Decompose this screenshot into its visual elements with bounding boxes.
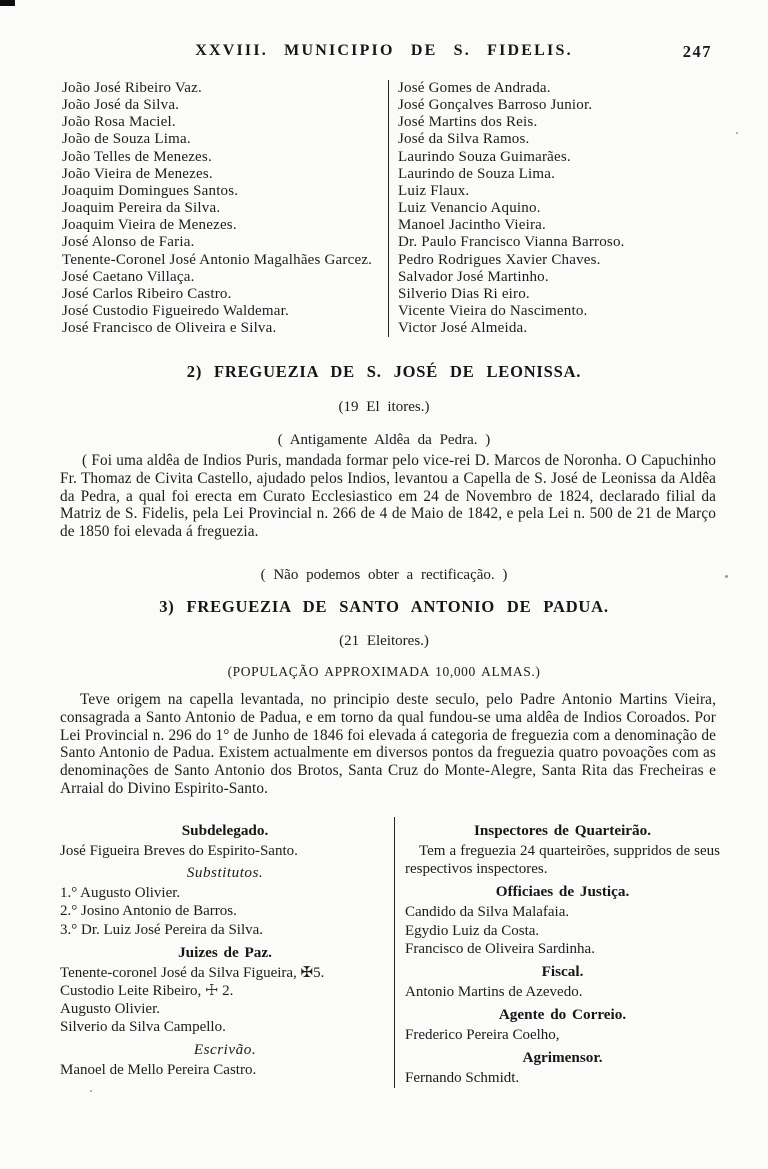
voter-name-list <box>62 80 720 337</box>
section-heading-padua: 3) FREGUEZIA DE SANTO ANTONIO DE PADUA. <box>159 597 609 616</box>
voter-name: João José Ribeiro Vaz. <box>62 80 202 96</box>
voter-name: Dr. Paulo Francisco Vianna Barroso. <box>398 234 625 251</box>
voter-name: José Alonso de Faria. <box>62 234 195 251</box>
official-name: Fernando Schmidt. <box>405 1070 520 1087</box>
voter-name: Laurindo de Souza Lima. <box>398 165 556 182</box>
page-number: 247 <box>682 42 712 61</box>
voter-name: José Gonçalves Barroso Junior. <box>398 97 593 114</box>
official-name: José Figueira Breves do Espirito-Santo. <box>60 843 298 859</box>
scan-speck <box>90 1090 92 1092</box>
electors-count: (21 Eleitores.) <box>339 633 429 649</box>
rectification-note: ( Não podemos obter a rectificação. ) <box>260 567 508 583</box>
official-section-heading: Agente do Correio. <box>498 1006 627 1024</box>
voter-column-right <box>388 80 720 337</box>
voter-name: José Gomes de Andrada. <box>398 80 551 96</box>
official-section-heading: Substitutos. <box>186 864 264 882</box>
voter-name: José Caetano Villaça. <box>62 268 195 285</box>
official-section-heading: Escrivão. <box>193 1040 257 1058</box>
official-name: 1.° Augusto Olivier. <box>60 885 181 902</box>
voter-name: Joaquim Domingues Santos. <box>62 182 239 199</box>
voter-name: Luiz Venancio Aquino. <box>398 200 541 217</box>
voter-name: José Custodio Figueiredo Waldemar. <box>62 303 289 320</box>
section-subtitle: ( Antigamente Aldêa da Pedra. ) <box>277 432 491 448</box>
officials-column-right <box>394 817 720 1088</box>
population-note: (POPULAÇÃO APPROXIMADA 10,000 ALMAS.) <box>227 664 541 679</box>
voter-name: Silverio Dias Ri eiro. <box>398 285 530 302</box>
official-section-heading: Inspectores de Quarteirão. <box>473 822 652 839</box>
official-name: Manoel de Mello Pereira Castro. <box>60 1061 257 1078</box>
voter-name: João Vieira de Menezes. <box>62 165 213 182</box>
history-paragraph-padua: Teve origem na capella levantada, no principio deste seculo, pelo Padre Antonio Martins Vieira, consagrada a Santo Antonio de Padua, e em torno da qual fundou-se uma aldêa de Indios Coroados. Por Lei Provincial n. 296 do 1° de Junho de 1846 foi elevada á categoria de freguezia com a denominação de Santo Antonio de Padua. Existem actualmente em diversos pontos da freguezia quatro povoações com as denominações de Santo Antonio dos Brotos, Santa Cruz do Monte-Alegre, Santa Rita das Frecheiras e Arraial do Divino Espirito-Santo. <box>60 691 716 797</box>
official-section-heading: Officiaes de Justiça. <box>495 883 630 901</box>
official-name: 2.° Josino Antonio de Barros. <box>60 903 237 920</box>
voter-name: Tenente-Coronel José Antonio Magalhães Garcez. <box>62 251 373 268</box>
voter-name: Vicente Vieira do Nascimento. <box>398 303 588 320</box>
official-name: Antonio Martins de Azevedo. <box>405 984 583 1001</box>
running-title: XXVIII. MUNICIPIO DE S. FIDELIS. <box>195 42 573 59</box>
official-name: 3.° Dr. Luiz José Pereira da Silva. <box>60 921 264 938</box>
page-header <box>0 42 768 64</box>
voter-name: Pedro Rodrigues Xavier Chaves. <box>398 251 601 268</box>
officials-column-left <box>60 817 394 1088</box>
voter-column-left <box>62 80 388 337</box>
official-section-heading: Juizes de Paz. <box>178 943 272 961</box>
voter-name: João José da Silva. <box>62 97 180 114</box>
official-name: Custodio Leite Ribeiro, ☩ 2. <box>60 983 234 1000</box>
scan-speck <box>736 132 738 134</box>
official-note: Tem a freguezia 24 quarteirões, suppridos de seus respectivos inspectores. <box>405 843 720 878</box>
voter-name: Laurindo Souza Guimarães. <box>398 148 571 165</box>
official-name: Egydio Luiz da Costa. <box>405 922 540 939</box>
voter-name: Salvador José Martinho. <box>398 268 549 285</box>
voter-name: Manoel Jacintho Vieira. <box>398 217 546 234</box>
voter-name: José Carlos Ribeiro Castro. <box>62 285 232 302</box>
voter-name: Victor José Almeida. <box>398 320 528 337</box>
voter-name: João de Souza Lima. <box>62 131 191 148</box>
official-section-heading: Agrimensor. <box>522 1049 603 1067</box>
official-name: Silverio da Silva Campello. <box>60 1019 226 1036</box>
scan-corner-artifact <box>0 0 15 6</box>
official-name: Candido da Silva Malafaia. <box>405 904 570 921</box>
official-name: Tenente-coronel José da Silva Figueira, ✠5. <box>60 964 325 981</box>
voter-name: Luiz Flaux. <box>398 182 470 199</box>
history-paragraph-leonissa: ( Foi uma aldêa de Indios Puris, mandada formar pelo vice-rei D. Marcos de Noronha. O Capuchinho Fr. Thomaz de Civita Castello, ajudado pelos Indios, levantou a Capella de S. José de Leonissa da Aldêa da Pedra, a qual foi erecta em Curato Ecclesiastico em 24 de Novembro de 1824, declarado filial da Matriz de S. Fidelis, pela Lei Provincial n. 266 de 4 de Maio de 1842, e pela Lei n. 500 de 21 de Março de 1850 foi elevada á freguezia. <box>60 452 716 541</box>
section-heading-leonissa: 2) FREGUEZIA DE S. JOSÉ DE LEONISSA. <box>186 362 582 381</box>
electors-count: (19 El itores.) <box>338 399 430 415</box>
officials-section <box>60 817 720 1088</box>
voter-name: José da Silva Ramos. <box>398 131 530 148</box>
voter-name: Joaquim Pereira da Silva. <box>62 200 221 217</box>
official-section-heading: Fiscal. <box>541 963 584 981</box>
voter-name: Joaquim Vieira de Menezes. <box>62 217 237 234</box>
voter-name: José Martins dos Reis. <box>398 114 538 131</box>
voter-name: João Telles de Menezes. <box>62 148 212 165</box>
voter-name: João Rosa Maciel. <box>62 114 176 131</box>
official-name: Frederico Pereira Coelho, <box>405 1027 560 1044</box>
official-section-heading: Subdelegado. <box>181 822 269 839</box>
voter-name: José Francisco de Oliveira e Silva. <box>62 320 277 337</box>
official-name: Francisco de Oliveira Sardinha. <box>405 940 595 957</box>
official-name: Augusto Olivier. <box>60 1001 160 1018</box>
